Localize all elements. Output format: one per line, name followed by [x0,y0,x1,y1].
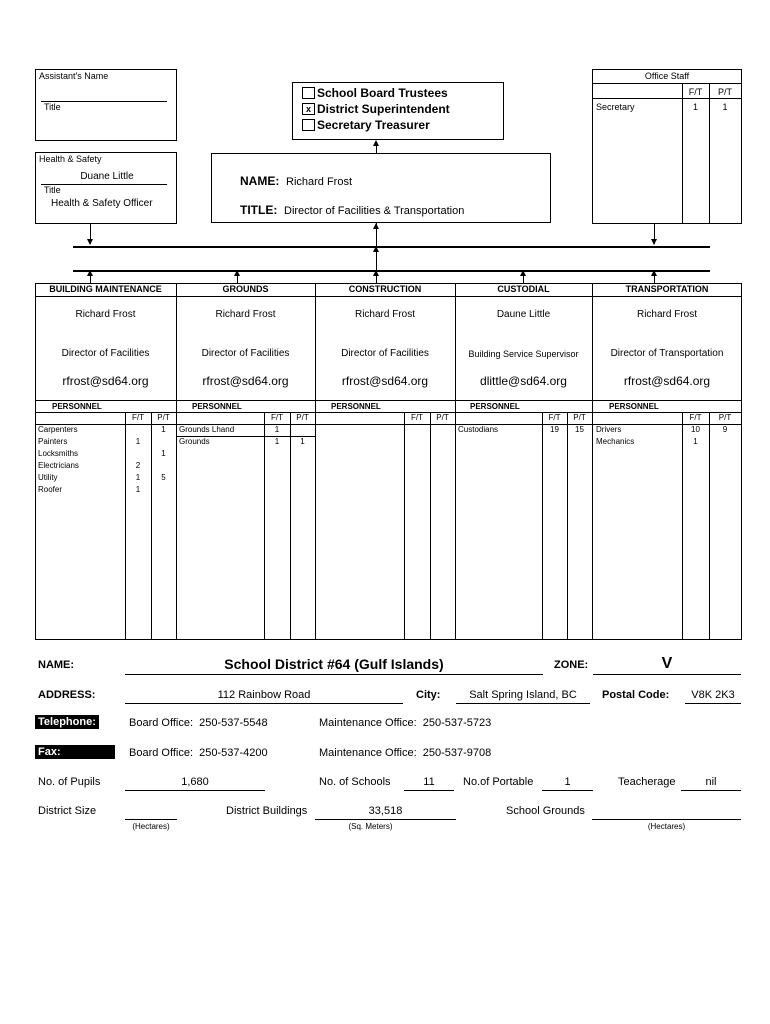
director-box [211,153,551,223]
pupils-label: No. of Pupils [38,776,101,788]
dept-person: Richard Frost [215,309,276,320]
fax-label: Fax: [35,746,115,758]
office-staff-title: Office Staff [644,71,690,81]
checkbox[interactable]: x [302,103,315,115]
reporting-option-treasurer[interactable]: Secretary Treasurer [302,117,430,133]
grounds-unit: (Hectares) [647,822,686,831]
district-name: School District #64 (Gulf Islands) [224,656,444,672]
table-row-ft: 1 [693,437,698,446]
office-staff-role: Secretary [596,102,635,112]
table-row-role: Grounds [179,437,210,446]
zone-label: ZONE: [554,659,589,671]
pt-header: P/T [296,413,309,422]
buildings-unit: (Sq. Meters) [348,822,393,831]
director-title: Director of Facilities & Transportation [284,205,465,217]
dept-person: Richard Frost [75,309,136,320]
grounds-label: School Grounds [506,805,585,817]
dept-role: Building Service Supervisor [468,349,579,359]
checkbox[interactable] [302,119,315,131]
director-name-row: NAME: Richard Frost [240,174,353,188]
table-row-role: Utility [38,473,58,482]
table-row-pt: 9 [722,425,728,434]
dept-email[interactable]: rfrost@sd64.org [623,374,711,388]
portable-label: No.of Portable [463,776,534,788]
table-row-ft: 10 [691,425,700,434]
table-row-role: Locksmiths [38,449,79,458]
ft-header: F/T [271,413,283,422]
table-row-ft: 1 [274,437,280,446]
director-name: Richard Frost [286,176,353,188]
health-safety-box [35,152,177,224]
checkbox[interactable] [302,87,315,99]
table-row-pt: 1 [161,425,166,434]
table-row-role: Painters [38,437,68,446]
director-title-row: TITLE: Director of Facilities & Transportation [240,203,465,217]
teacherage-value: nil [705,776,717,788]
assistant-box [35,69,177,141]
table-row-pt: 5 [161,473,166,482]
buildings-label: District Buildings [226,805,308,817]
table-row-role: Electricians [38,461,79,470]
postal-label: Postal Code: [602,689,670,701]
dept-person: Richard Frost [636,309,697,320]
teacherage-label: Teacherage [618,776,676,788]
assistant-name-label: Assistant's Name [39,71,109,81]
dept-email[interactable]: rfrost@sd64.org [62,374,149,388]
office-staff-pt-header: P/T [717,87,732,97]
pt-header: P/T [573,413,586,422]
city-value: Salt Spring Island, BC [469,689,577,701]
buildings-value: 33,518 [368,805,403,817]
ft-header: F/T [411,413,423,422]
dept-role: Director of Transportation [610,348,724,359]
table-row-pt: 15 [575,425,584,434]
tel-maint: Maintenance Office: 250-537-5723 [319,717,492,729]
table-row-role: Roofer [38,485,63,494]
zone-value: V [661,655,673,672]
city-label: City: [416,689,441,701]
table-row-role: Carpenters [38,425,78,434]
dept-person: Daune Little [496,309,551,320]
dept-role: Director of Facilities [61,348,150,359]
personnel-label: PERSONNEL [52,402,102,411]
size-unit: (Hectares) [132,822,170,831]
table-row-ft: 2 [135,461,141,470]
office-staff-box [592,69,742,224]
dept-email[interactable]: rfrost@sd64.org [202,374,289,388]
dept-role: Director of Facilities [201,348,290,359]
health-safety-label: Health & Safety [39,154,102,164]
table-row-ft: 1 [274,425,280,434]
dept-heading: CUSTODIAL [497,284,550,294]
dept-email[interactable]: dlittle@sd64.org [480,374,567,388]
pt-header: P/T [436,413,449,422]
personnel-label: PERSONNEL [192,402,242,411]
health-safety-title-label: Title [44,185,61,195]
office-staff-ft-header: F/T [688,87,703,97]
dept-person: Richard Frost [354,309,415,320]
address-value: 112 Rainbow Road [217,689,311,701]
pupils-value: 1,680 [181,776,209,788]
dept-role: Director of Facilities [341,348,429,359]
tel-board: Board Office: 250-537-5548 [129,717,268,729]
table-row-ft: 1 [135,485,141,494]
ft-header: F/T [548,413,561,422]
dept-custodial [455,284,593,640]
dept-heading: TRANSPORTATION [625,284,709,294]
table-row-ft: 19 [550,425,559,434]
personnel-label: PERSONNEL [609,402,659,411]
schools-label: No. of Schools [319,776,391,788]
table-row-pt: 1 [300,437,305,446]
table-row-pt: 1 [161,449,166,458]
postal-value: V8K 2K3 [691,689,735,701]
dept-grounds [176,284,316,640]
ft-header: F/T [132,413,144,422]
dept-email[interactable]: rfrost@sd64.org [341,374,429,388]
dept-transportation [592,284,742,640]
table-row-role: Grounds Lhand [179,425,235,434]
fax-board: Board Office: 250-537-4200 [129,747,268,759]
fax-maint: Maintenance Office: 250-537-9708 [319,747,492,759]
table-row-ft: 1 [135,473,141,482]
dept-heading: BUILDING MAINTENANCE [49,284,162,294]
office-staff-ft: 1 [692,102,698,112]
dept-heading: GROUNDS [222,284,269,294]
table-row-ft: 1 [135,437,141,446]
pt-header: P/T [718,413,732,422]
address-label: ADDRESS: [38,689,96,701]
portable-value: 1 [564,776,571,788]
personnel-label: PERSONNEL [331,402,381,411]
personnel-label: PERSONNEL [470,402,520,411]
office-staff-pt: 1 [722,102,728,112]
health-safety-name: Duane Little [80,171,134,182]
size-label: District Size [38,805,97,817]
reporting-option-trustees[interactable]: School Board Trustees [302,85,448,101]
reporting-option-superintendent[interactable]: x District Superintendent [302,101,450,117]
table-row-role: Drivers [596,425,622,434]
health-safety-title: Health & Safety Officer [51,198,153,209]
pt-header: P/T [157,413,170,422]
table-row-role: Mechanics [596,437,635,446]
reporting-box [292,82,504,140]
table-row-role: Custodians [458,425,499,434]
dept-construction [315,284,456,640]
dept-heading: CONSTRUCTION [348,284,422,294]
ft-header: F/T [689,413,702,422]
assistant-title-label: Title [44,102,61,112]
schools-value: 11 [423,776,435,788]
telephone-label: Telephone: [35,716,99,728]
district-name-label: NAME: [38,659,75,671]
